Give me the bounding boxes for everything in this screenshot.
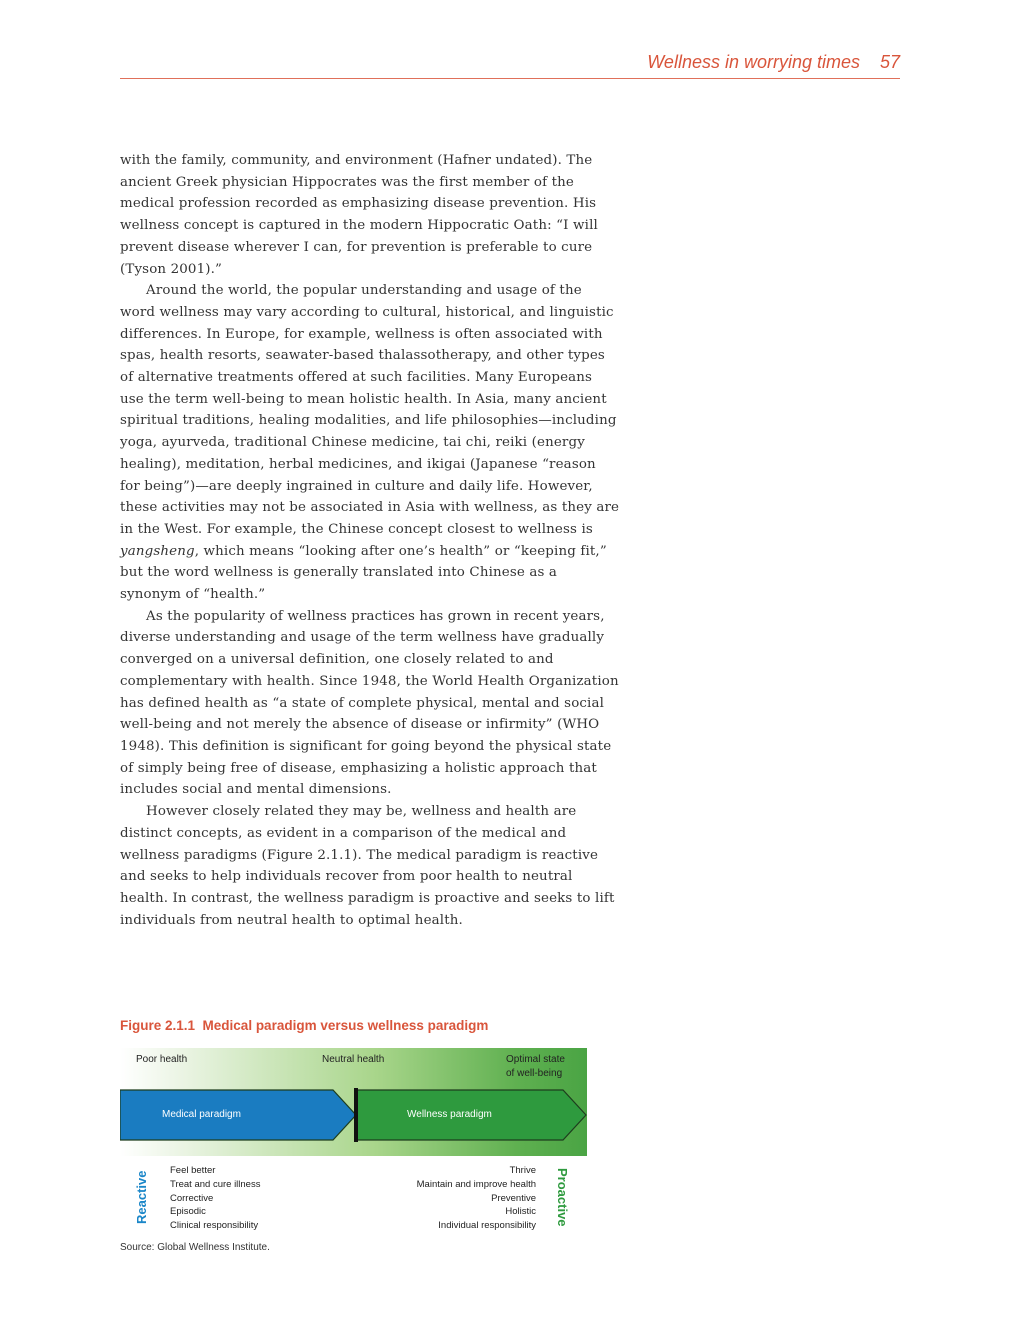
page-number: 57 (879, 52, 900, 72)
body-text (120, 150, 620, 931)
figure-title: Medical paradigm versus wellness paradigm (202, 1018, 489, 1033)
paradigm-attributes (120, 1162, 590, 1234)
reactive-list (170, 1164, 260, 1233)
paragraph-2 (120, 280, 620, 606)
reactive-label: Reactive (134, 1170, 149, 1224)
figure-caption (120, 1018, 488, 1033)
figure-source: Source: Global Wellness Institute. (120, 1242, 270, 1253)
proactive-item: Holistic (505, 1206, 536, 1218)
paradigm-arrows (120, 1048, 590, 1156)
scale-neutral-health: Neutral health (322, 1054, 385, 1065)
proactive-item: Maintain and improve health (416, 1178, 536, 1190)
reactive-item: Corrective (170, 1192, 214, 1204)
paragraph-1: with the family, community, and environment (Hafner undated). The ancient Greek physician Hippocrates was the first member of the medical profession recorded as emphasizing disease prevention. His wellness concept is captured in the modern Hippocratic Oath: “I will prevent disease wherever I can, for prevention is preferable to cure (Tyson 2001).” (120, 153, 598, 277)
scale-optimal-line2: of well-being (506, 1068, 563, 1079)
running-title: Wellness in worrying times (647, 52, 860, 72)
scale-optimal-line1: Optimal state (506, 1054, 565, 1065)
running-header (120, 52, 900, 79)
proactive-item: Thrive (509, 1165, 536, 1176)
reactive-item: Episodic (170, 1206, 206, 1218)
proactive-list (417, 1164, 536, 1233)
figure-label: Figure 2.1.1 (120, 1018, 196, 1033)
reactive-item: Treat and cure illness (170, 1178, 261, 1190)
reactive-item: Feel better (170, 1165, 216, 1176)
proactive-label: Proactive (555, 1168, 570, 1227)
paragraph-2-part-a: Around the world, the popular understanding and usage of the word wellness may vary according to cultural, historical, and linguistic differences. In Europe, for example, wellness is often associated with spas, health resorts, seawater-based thalassotherapy, and other types of alternative treatments offered at such facilities. Many Europeans use the term well-being to mean holistic health. In Asia, many ancient spiritual traditions, healing modalities, and life philosophies—including yoga, ayurveda, traditional Chinese medicine, tai chi, reiki (energy healing), meditation, herbal medicines, and ikigai (Japanese “reason for being”)—are deeply ingrained in culture and daily life. However, these activities may not be associated in Asia with wellness, as they are in the West. For example, the Chinese concept closest to wellness is (120, 283, 620, 537)
paragraph-4: However closely related they may be, wellness and health are distinct concepts, as evident in a comparison of the medical and wellness paradigms (Figure 2.1.1). The medical paradigm is reactive and seeks to help individuals recover from poor health to neutral health. In contrast, the wellness paradigm is proactive and seeks to lift individuals from neutral health to optimal health. (120, 804, 615, 928)
wellness-paradigm-label: Wellness paradigm (407, 1109, 492, 1120)
paragraph-2-part-b: , which means “looking after one’s health” or “keeping fit,” but the word wellness is generally translated into Chinese as a synonym of “health.” (120, 543, 607, 603)
paradigm-figure (120, 1048, 587, 1156)
neutral-divider (354, 1088, 358, 1142)
medical-paradigm-label: Medical paradigm (162, 1109, 241, 1120)
paragraph-2-italic: yangsheng (120, 543, 195, 559)
scale-poor-health: Poor health (136, 1054, 188, 1065)
reactive-item: Clinical responsibility (170, 1220, 259, 1232)
proactive-item: Preventive (491, 1192, 536, 1204)
paragraph-3: As the popularity of wellness practices has grown in recent years, diverse understanding and usage of the term wellness have gradually converged on a universal definition, one closely related to and complementary with health. Since 1948, the World Health Organization has defined health as “a state of complete physical, mental and social well-being and not merely the absence of disease or infirmity” (WHO 1948). This definition is significant for going beyond the physical state of simply being free of disease, emphasizing a holistic approach that includes social and mental dimensions. (120, 608, 619, 798)
proactive-item: Individual responsibility (438, 1220, 536, 1232)
